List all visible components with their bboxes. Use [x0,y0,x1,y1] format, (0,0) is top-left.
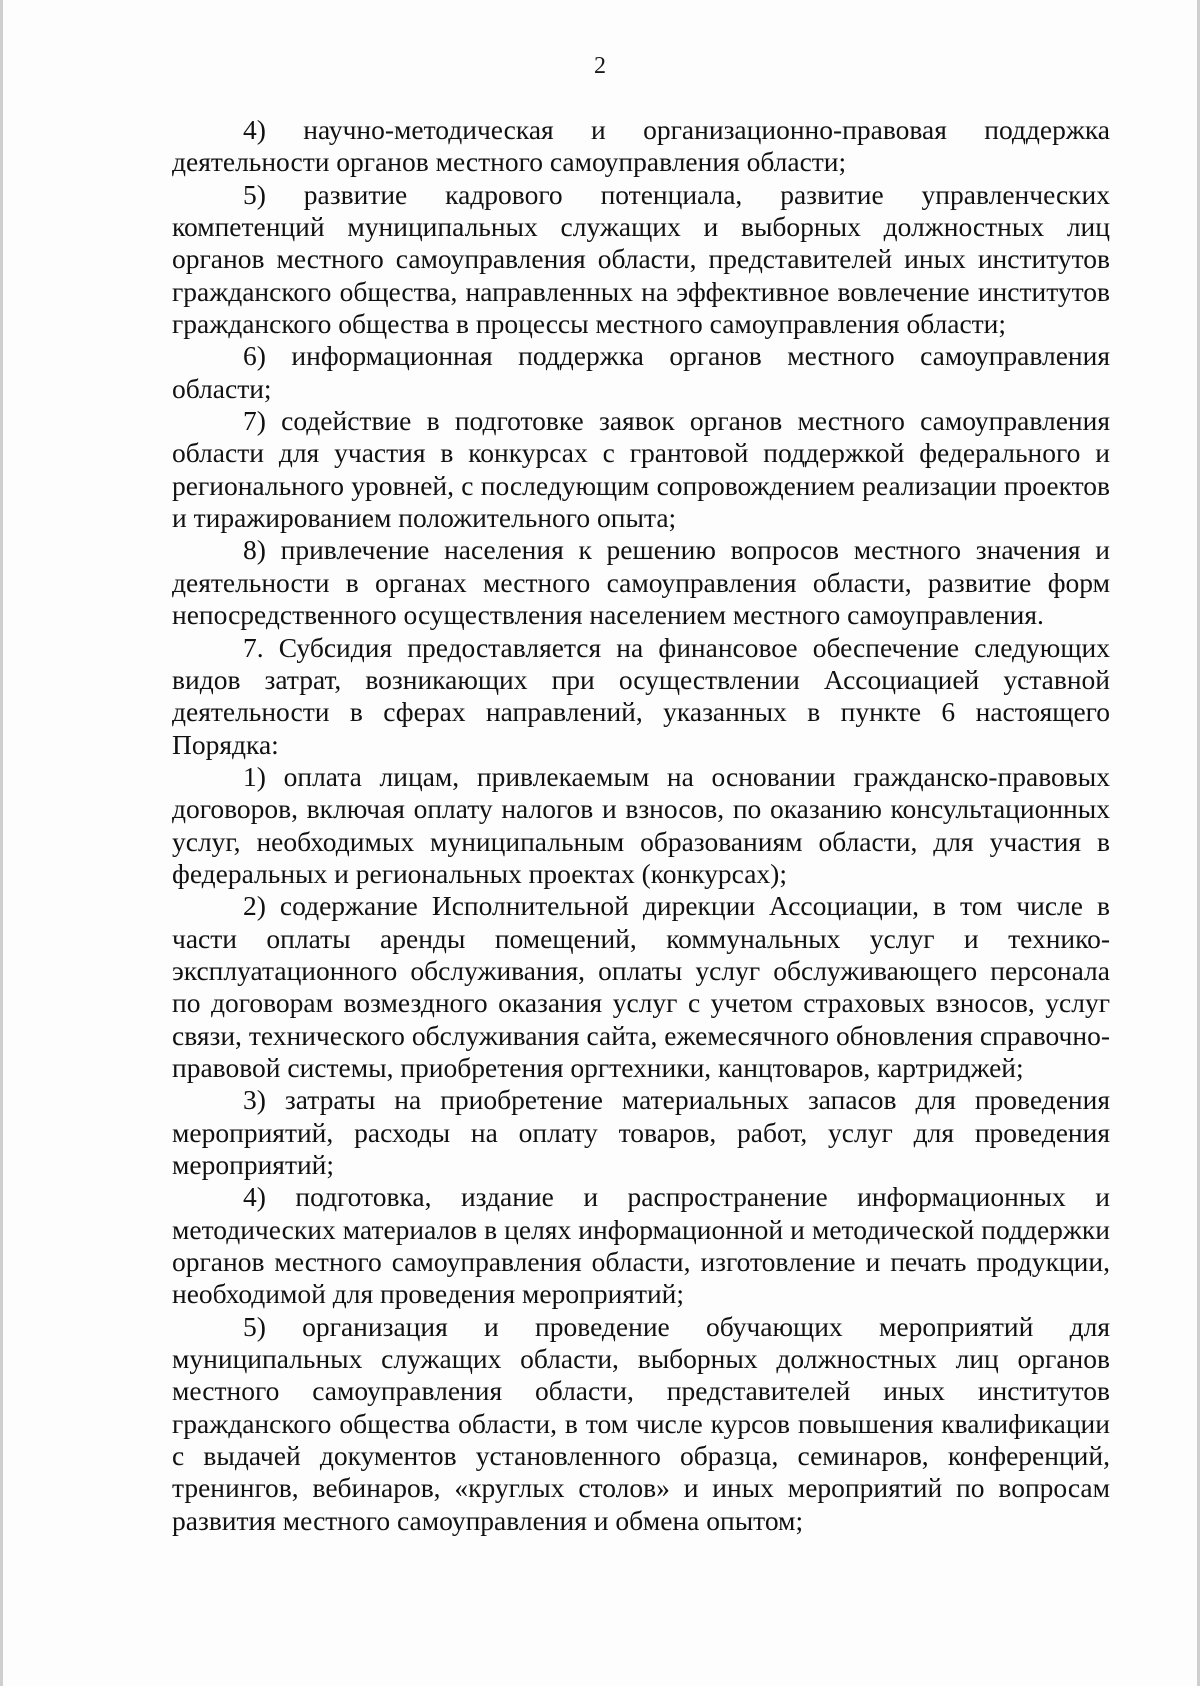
paragraph-cost-3-materials: 3) затраты на приобретение материальных запасов для проведения мероприятий, расходы на оплату товаров, работ, услуг для проведения мероприятий; [172,1084,1110,1180]
paragraph-item-6-information: 6) информационная поддержка органов местного самоуправления области; [172,340,1110,404]
paragraph-cost-5-training: 5) организация и проведение обучающих мероприятий для муниципальных служащих области, выборных должностных лиц органов местного самоуправления области, представителей иных институтов гражданского общества области, в том числе курсов повышения квалификации с выдачей документов установленного образца, семинаров, конференций, тренингов, вебинаров, «круглых столов» и иных мероприятий по вопросам развития местного самоуправления и обмена опытом; [172,1310,1110,1536]
page-number: 2 [594,53,606,79]
scan-edge-left [0,0,3,1686]
paragraph-cost-1-contractors: 1) оплата лицам, привлекаемым на основании гражданско-правовых договоров, включая оплату налогов и взносов, по оказанию консультационных услуг, необходимых муниципальным образованиям области, для участия в федеральных и региональных проектах (конкурсах); [172,760,1110,889]
paragraph-cost-2-directorate: 2) содержание Исполнительной дирекции Ассоциации, в том числе в части оплаты аренды помещений, коммунальных услуг и технико-эксплуатационного обслуживания, оплаты услуг обслуживающего персонала по договорам возмездного оказания услуг с учетом страховых взносов, услуг связи, технического обслуживания сайта, ежемесячного обновления справочно-правовой системы, приобретения оргтехники, канцтоваров, картриджей; [172,890,1110,1083]
paragraph-item-8-population: 8) привлечение населения к решению вопросов местного значения и деятельности в органах местного самоуправления области, развитие форм непосредственного осуществления населением местного самоуправления. [172,534,1110,631]
paragraph-cost-4-publications: 4) подготовка, издание и распространение информационных и методических материалов в целях информационной и методической поддержки органов местного самоуправления области, изготовление и печать продукции, необходимой для проведения мероприятий; [172,1181,1110,1310]
paragraph-clause-7-subsidy: 7. Субсидия предоставляется на финансовое обеспечение следующих видов затрат, возникающих при осуществлении Ассоциацией уставной деятельности в сферах направлений, указанных в пункте 6 настоящего Порядка: [172,631,1110,760]
paragraph-item-4-support: 4) научно-методическая и организационно-правовая поддержка деятельности органов местного самоуправления области; [172,114,1110,178]
paragraph-item-5-personnel: 5) развитие кадрового потенциала, развитие управленческих компетенций муниципальных служащих и выборных должностных лиц органов местного самоуправления области, представителей иных институтов гражданского общества, направленных на эффективное вовлечение институтов гражданского общества в процессы местного самоуправления области; [172,178,1110,340]
paragraph-item-7-grants: 7) содействие в подготовке заявок органов местного самоуправления области для участия в конкурсах с грантовой поддержкой федерального и регионального уровней, с последующим сопровождением реализации проектов и тиражированием положительного опыта; [172,405,1110,534]
document-body [172,114,1110,1537]
